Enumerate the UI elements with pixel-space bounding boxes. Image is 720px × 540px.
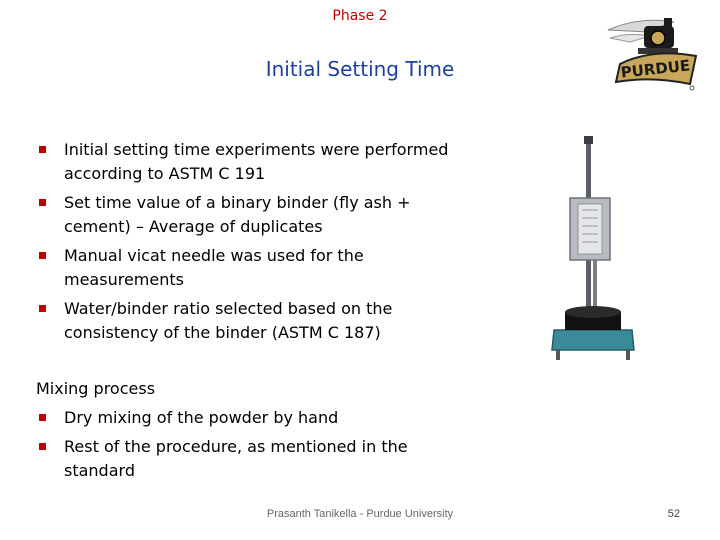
list-item — [36, 191, 476, 239]
list-item — [36, 138, 476, 186]
bullet-text-line1: Set time value of a binary binder (fly ash + — [64, 193, 411, 212]
square-bullet-icon — [39, 414, 46, 421]
bullet-text-line1: Water/binder ratio selected based on the — [64, 299, 393, 318]
slide-title: Initial Setting Time — [265, 57, 455, 81]
bullet-text-line1: Rest of the procedure, as mentioned in the — [64, 437, 408, 456]
mixing-bullet-list — [36, 406, 476, 488]
square-bullet-icon — [39, 146, 46, 153]
bullet-text-line2: cement) – Average of duplicates — [64, 217, 323, 236]
bullet-list — [36, 138, 476, 350]
list-item — [36, 297, 476, 345]
list-item — [36, 406, 476, 430]
purdue-train-logo-icon — [600, 12, 700, 94]
bullet-text-line1: Initial setting time experiments were performed — [64, 140, 449, 159]
bullet-text-line2: standard — [64, 461, 135, 480]
bullet-text-line2: consistency of the binder (ASTM C 187) — [64, 323, 381, 342]
phase-label: Phase 2 — [332, 8, 388, 24]
square-bullet-icon — [39, 443, 46, 450]
list-item — [36, 435, 476, 483]
list-item — [36, 244, 476, 292]
square-bullet-icon — [39, 199, 46, 206]
square-bullet-icon — [39, 252, 46, 259]
bullet-text-line2: measurements — [64, 270, 184, 289]
bullet-text-line2: according to ASTM C 191 — [64, 164, 266, 183]
bullet-text-line1: Manual vicat needle was used for the — [64, 246, 364, 265]
footer-text: Prasanth Tanikella - Purdue University — [266, 508, 454, 520]
logo-text: PURDUE — [619, 56, 692, 82]
vicat-apparatus-image — [548, 132, 638, 372]
bullet-text-line1: Dry mixing of the powder by hand — [64, 408, 339, 427]
page-number: 52 — [667, 508, 680, 520]
square-bullet-icon — [39, 305, 46, 312]
mixing-heading: Mixing process — [36, 379, 156, 398]
